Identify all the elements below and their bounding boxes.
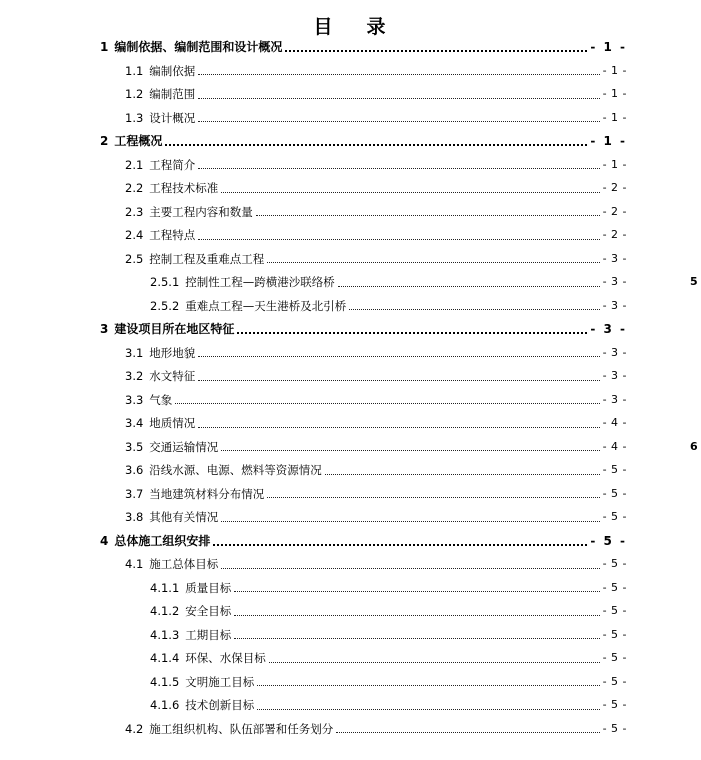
toc-entry-page: - 3 - [602,392,627,406]
dot-leader [198,427,599,428]
toc-entry-text: 编制依据、编制范围和设计概况 [114,40,283,54]
toc-entry-text: 环保、水保目标 [185,651,266,665]
toc-entry[interactable] [150,672,627,692]
toc-entry[interactable] [100,131,627,151]
dot-leader [198,98,599,99]
toc-entry-label [125,225,195,245]
toc-entry-page: - 2 - [602,181,627,194]
toc-entry-page: - 2 - [602,228,627,241]
toc-entry[interactable] [150,625,627,645]
toc-entry-label [150,296,346,316]
dot-leader [221,521,599,522]
dot-leader [234,591,599,592]
margin-number: 5 [690,275,698,288]
toc-entry[interactable] [125,178,627,198]
toc-entry-number: 3.3 [125,392,144,407]
toc-entry[interactable] [125,155,627,175]
toc-entry[interactable] [100,319,627,339]
toc-entry-label [125,719,333,739]
dot-leader [285,50,587,52]
toc-title-char-1: 目 [313,16,335,38]
toc-entry-number: 3.5 [125,439,144,454]
toc-entry-label [100,131,162,151]
toc-entry-label [125,484,264,504]
toc-entry[interactable] [125,484,627,504]
toc-entry-number: 4.2 [125,721,144,736]
dot-leader [269,662,600,663]
dot-leader [325,474,600,475]
toc-entry-label [125,366,195,386]
toc-entry-page: - 5 - [602,510,627,523]
toc-entry-text: 交通运输情况 [149,439,219,454]
toc-entry-text: 编制范围 [149,87,196,101]
toc-entry-number: 4.1 [125,557,144,571]
toc-entry[interactable] [150,296,627,316]
toc-entry-label [125,155,195,175]
toc-entry-label [125,108,195,128]
toc-entry-number: 4 [100,533,109,548]
toc-entry-text: 设计概况 [149,110,196,125]
toc-entry-label [125,178,218,198]
toc-entry-text: 地形地貌 [149,345,196,360]
toc-entry-label [125,554,218,574]
toc-entry[interactable] [125,202,627,222]
toc-entry[interactable] [125,108,627,128]
toc-entry-number: 4.1.4 [150,651,180,665]
toc-entry-number: 2.4 [125,228,144,242]
toc-entry[interactable] [125,343,627,363]
toc-entry-page: - 3 - [590,322,627,336]
toc-entry-page: - 1 - [602,110,627,124]
toc-entry-label [100,319,234,339]
toc-entry-number: 3.6 [125,463,144,477]
toc-entry-page: - 5 - [602,627,627,641]
toc-entry-text: 编制依据 [149,63,196,78]
toc-entry-label [150,272,335,292]
toc-entry[interactable] [125,61,627,81]
toc-entry-text: 工程概况 [114,134,163,148]
toc-entry-page: - 3 - [602,275,627,288]
toc-entry-text: 重难点工程—天生港桥及北引桥 [185,298,347,313]
toc-entry-label [150,578,231,598]
toc-entry-page: - 5 - [602,557,627,570]
toc-entry-number: 2.1 [125,157,144,172]
dot-leader [338,286,600,287]
toc-entry-page: - 1 - [590,134,627,148]
toc-entry-text: 总体施工组织安排 [114,533,211,548]
toc-entry-label [150,601,231,621]
toc-entry-number: 4.1.3 [150,627,180,642]
toc-entry-number: 2.5.1 [150,275,180,289]
toc-title [0,12,701,39]
margin-number: 6 [690,439,698,453]
toc-entry-page: - 3 - [602,298,627,312]
toc-entry-label [125,249,264,269]
toc-entry-number: 1 [100,40,109,54]
toc-entry-page: - 5 - [602,674,627,688]
toc-entry-number: 1.1 [125,63,144,78]
toc-entry-number: 4.1.1 [150,580,180,595]
toc-entry-number: 2.5.2 [150,298,180,313]
toc-entry[interactable] [100,531,627,551]
toc-entry-page: - 5 - [590,533,627,548]
toc-title-char-2: 录 [366,16,388,38]
toc-entry-page: - 1 - [602,63,627,77]
toc-entry-text: 沿线水源、电源、燃料等资源情况 [149,463,322,477]
toc-entry-text: 当地建筑材料分布情况 [149,486,265,501]
toc-entry-number: 3.1 [125,345,144,360]
toc-entry-label [125,202,253,222]
toc-entry-text: 工程特点 [149,228,196,242]
toc-entry-text: 建设项目所在地区特征 [114,322,235,336]
toc-entry[interactable] [125,249,627,269]
toc-entry-text: 质量目标 [185,580,232,595]
toc-entry[interactable] [150,578,627,598]
toc-entry-page: - 5 - [602,721,627,735]
dot-leader [198,121,599,122]
dot-leader [175,403,599,404]
toc-entry-number: 3.7 [125,486,144,501]
toc-entry-number: 3 [100,322,109,336]
toc-entry-number: 1.3 [125,110,144,125]
dot-leader [198,239,599,240]
toc-entry-label [125,460,322,480]
toc-entry-page: - 4 - [602,416,627,429]
toc-entry-text: 其他有关情况 [149,510,219,524]
toc-entry-label [100,531,210,551]
toc-entry[interactable] [125,225,627,245]
toc-entry-text: 技术创新目标 [185,698,255,712]
dot-leader [234,615,599,616]
toc-entry-label [125,84,195,104]
toc-entry-number: 3.4 [125,416,144,430]
toc-entry-page: - 5 - [602,604,627,617]
toc-entry-number: 2.2 [125,181,144,195]
toc-entry[interactable] [125,554,627,574]
dot-leader [234,638,599,639]
toc-entry-label [150,625,231,645]
toc-entry-page: - 4 - [602,439,627,453]
toc-entry[interactable] [125,507,627,527]
toc-entry-number: 2.3 [125,204,144,219]
toc-entry[interactable] [150,695,627,715]
toc-entry-page: - 5 - [602,651,627,664]
toc-entry-label [150,695,254,715]
dot-leader [237,332,587,334]
toc-entry-label [100,37,282,57]
toc-entry-label [150,648,266,668]
toc-entry[interactable] [150,601,627,621]
toc-entry[interactable] [125,84,627,104]
toc-entry-text: 施工组织机构、队伍部署和任务划分 [149,721,334,736]
toc-entry[interactable] [100,37,627,57]
toc-entry-text: 工期目标 [185,627,232,642]
dot-leader [198,356,599,357]
dot-leader [221,192,599,193]
dot-leader [267,262,599,263]
toc-entry-number: 3.2 [125,369,144,383]
toc-entry-number: 1.2 [125,87,144,101]
toc-entry[interactable] [125,437,627,457]
toc-entry-text: 工程技术标准 [149,181,219,195]
dot-leader [165,144,587,146]
dot-leader [267,497,599,498]
toc-entry-number: 3.8 [125,510,144,524]
toc-entry-label [125,413,195,433]
toc-entry-page: - 5 - [602,463,627,476]
dot-leader [257,709,599,710]
toc-entry[interactable] [125,719,627,739]
toc-entry-text: 主要工程内容和数量 [149,204,253,219]
toc-entry-text: 施工总体目标 [149,557,219,571]
dot-leader [198,380,599,381]
toc-entry-label [125,437,218,457]
toc-entry-page: - 5 - [602,580,627,594]
toc-entry-page: - 1 - [602,87,627,100]
toc-entry-page: - 5 - [602,486,627,500]
toc-entry[interactable] [150,272,627,292]
toc-entry-page: - 2 - [602,204,627,218]
toc-entry[interactable] [125,460,627,480]
toc-entry-label [125,390,172,410]
toc-entry-label [150,672,254,692]
dot-leader [336,732,599,733]
dot-leader [221,568,599,569]
toc-entry-page: - 3 - [602,369,627,382]
toc-entry-page: - 1 - [602,157,627,171]
toc-entry-page: - 3 - [602,345,627,359]
toc-entry-label [125,61,195,81]
toc-entry-number: 2 [100,134,109,148]
toc-entry-number: 4.1.2 [150,604,180,618]
toc-entry-text: 控制性工程—跨横港沙联络桥 [185,275,335,289]
toc-entry-text: 水文特征 [149,369,196,383]
toc-entry-text: 地质情况 [149,416,196,430]
toc-entry-page: - 5 - [602,698,627,711]
toc-entry[interactable] [125,390,627,410]
dot-leader [198,74,599,75]
toc-entry-label [125,343,195,363]
toc-entry-text: 文明施工目标 [185,674,255,689]
toc-entry[interactable] [125,413,627,433]
dot-leader [198,168,599,169]
dot-leader [256,215,600,216]
toc-entry-number: 4.1.6 [150,698,180,712]
toc-entry-page: - 1 - [590,40,627,54]
toc-entry-text: 控制工程及重难点工程 [149,251,265,266]
toc-entry-text: 工程简介 [149,157,196,172]
toc-entry-number: 2.5 [125,251,144,266]
toc-entry-number: 4.1.5 [150,674,180,689]
dot-leader [213,544,587,546]
dot-leader [257,685,599,686]
dot-leader [221,450,599,451]
toc-entry-text: 安全目标 [185,604,232,618]
dot-leader [349,309,599,310]
toc-entry-page: - 3 - [602,251,627,265]
toc-entry[interactable] [125,366,627,386]
toc-entry-label [125,507,218,527]
toc-entry[interactable] [150,648,627,668]
toc-entry-text: 气象 [149,392,173,407]
